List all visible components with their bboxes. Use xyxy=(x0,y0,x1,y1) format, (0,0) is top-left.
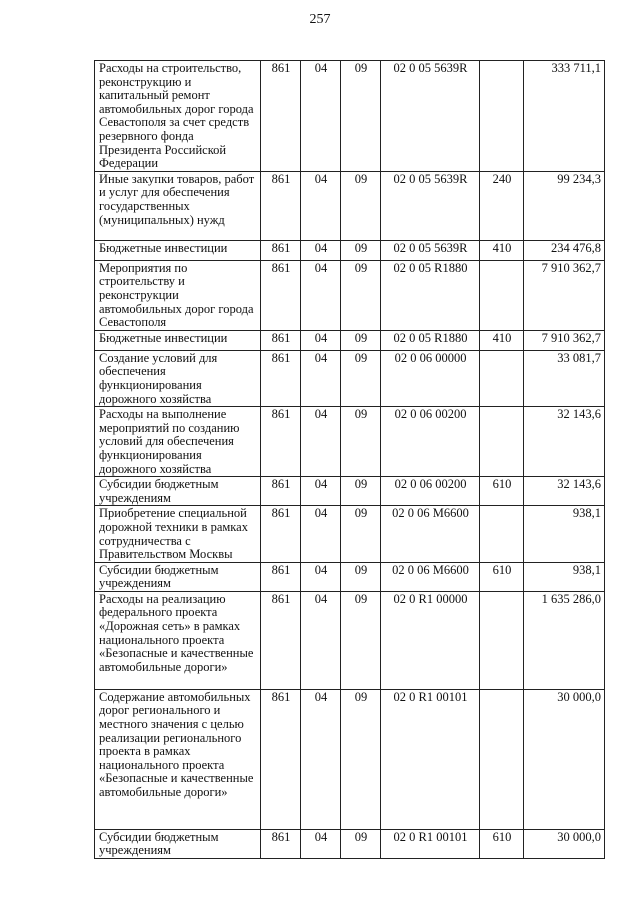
expense-name: Мероприятия по строительству и реконструкции автомобильных дорог города Севастополя xyxy=(95,260,261,330)
subsection-code: 09 xyxy=(341,689,381,829)
section-code: 04 xyxy=(301,829,341,858)
subsection-code: 09 xyxy=(341,61,381,172)
amount: 234 476,8 xyxy=(524,240,605,260)
subsection-code: 09 xyxy=(341,829,381,858)
expense-name: Бюджетные инвестиции xyxy=(95,240,261,260)
gov-code: 861 xyxy=(261,407,301,477)
amount: 938,1 xyxy=(524,562,605,591)
table-row xyxy=(95,689,605,829)
target-article: 02 0 06 00200 xyxy=(381,407,480,477)
section-code: 04 xyxy=(301,506,341,562)
table-row xyxy=(95,61,605,172)
expense-name: Расходы на реализацию федерального проекта «Дорожная сеть» в рамках национального проекта «Безопасные и качественные автомобильные дороги» xyxy=(95,591,261,689)
gov-code: 861 xyxy=(261,61,301,172)
gov-code: 861 xyxy=(261,330,301,350)
gov-code: 861 xyxy=(261,829,301,858)
subsection-code: 09 xyxy=(341,260,381,330)
amount: 99 234,3 xyxy=(524,171,605,240)
subsection-code: 09 xyxy=(341,562,381,591)
table-row xyxy=(95,506,605,562)
gov-code: 861 xyxy=(261,506,301,562)
expense-name: Приобретение специальной дорожной техники в рамках сотрудничества с Правительством Москвы xyxy=(95,506,261,562)
amount: 1 635 286,0 xyxy=(524,591,605,689)
gov-code: 861 xyxy=(261,171,301,240)
expense-type: 240 xyxy=(480,171,524,240)
target-article: 02 0 05 5639R xyxy=(381,171,480,240)
expense-type: 610 xyxy=(480,829,524,858)
table-row xyxy=(95,591,605,689)
subsection-code: 09 xyxy=(341,591,381,689)
expense-name: Субсидии бюджетным учреждениям xyxy=(95,829,261,858)
expense-name: Создание условий для обеспечения функционирования дорожного хозяйства xyxy=(95,350,261,406)
amount: 32 143,6 xyxy=(524,407,605,477)
subsection-code: 09 xyxy=(341,171,381,240)
expense-type xyxy=(480,61,524,172)
expense-name: Иные закупки товаров, работ и услуг для обеспечения государственных (муниципальных) нужд xyxy=(95,171,261,240)
section-code: 04 xyxy=(301,61,341,172)
section-code: 04 xyxy=(301,591,341,689)
expense-type: 410 xyxy=(480,240,524,260)
amount: 7 910 362,7 xyxy=(524,260,605,330)
gov-code: 861 xyxy=(261,689,301,829)
amount: 32 143,6 xyxy=(524,477,605,506)
section-code: 04 xyxy=(301,562,341,591)
subsection-code: 09 xyxy=(341,350,381,406)
expense-type: 410 xyxy=(480,330,524,350)
expense-name: Расходы на выполнение мероприятий по созданию условий для обеспечения функционирования дорожного хозяйства xyxy=(95,407,261,477)
amount: 30 000,0 xyxy=(524,829,605,858)
section-code: 04 xyxy=(301,689,341,829)
section-code: 04 xyxy=(301,350,341,406)
expense-name: Субсидии бюджетным учреждениям xyxy=(95,562,261,591)
amount: 938,1 xyxy=(524,506,605,562)
table-row xyxy=(95,260,605,330)
subsection-code: 09 xyxy=(341,506,381,562)
expense-type xyxy=(480,350,524,406)
gov-code: 861 xyxy=(261,591,301,689)
subsection-code: 09 xyxy=(341,477,381,506)
expense-type: 610 xyxy=(480,562,524,591)
amount: 7 910 362,7 xyxy=(524,330,605,350)
expense-type xyxy=(480,689,524,829)
section-code: 04 xyxy=(301,260,341,330)
target-article: 02 0 06 00000 xyxy=(381,350,480,406)
table-row xyxy=(95,477,605,506)
table-row xyxy=(95,330,605,350)
expense-name: Содержание автомобильных дорог регионального и местного значения с целью реализации регионального проекта в рамках национального проекта «Безопасные и качественные автомобильные дороги» xyxy=(95,689,261,829)
target-article: 02 0 05 5639R xyxy=(381,61,480,172)
section-code: 04 xyxy=(301,407,341,477)
gov-code: 861 xyxy=(261,562,301,591)
gov-code: 861 xyxy=(261,240,301,260)
gov-code: 861 xyxy=(261,350,301,406)
target-article: 02 0 R1 00101 xyxy=(381,829,480,858)
amount: 33 081,7 xyxy=(524,350,605,406)
target-article: 02 0 R1 00101 xyxy=(381,689,480,829)
expense-type xyxy=(480,260,524,330)
target-article: 02 0 06 00200 xyxy=(381,477,480,506)
gov-code: 861 xyxy=(261,477,301,506)
expense-name: Расходы на строительство, реконструкцию и капитальный ремонт автомобильных дорог города Севастополя за счет средств резервного фонда Президента Российской Федерации xyxy=(95,61,261,172)
target-article: 02 0 06 M6600 xyxy=(381,562,480,591)
target-article: 02 0 05 R1880 xyxy=(381,260,480,330)
table-row xyxy=(95,407,605,477)
target-article: 02 0 06 M6600 xyxy=(381,506,480,562)
section-code: 04 xyxy=(301,240,341,260)
expense-type xyxy=(480,506,524,562)
table-row xyxy=(95,171,605,240)
subsection-code: 09 xyxy=(341,407,381,477)
target-article: 02 0 R1 00000 xyxy=(381,591,480,689)
section-code: 04 xyxy=(301,171,341,240)
amount: 333 711,1 xyxy=(524,61,605,172)
expense-name: Бюджетные инвестиции xyxy=(95,330,261,350)
gov-code: 861 xyxy=(261,260,301,330)
subsection-code: 09 xyxy=(341,330,381,350)
table-row xyxy=(95,240,605,260)
section-code: 04 xyxy=(301,330,341,350)
table-row xyxy=(95,350,605,406)
expense-type xyxy=(480,591,524,689)
budget-table xyxy=(94,60,605,859)
expense-type xyxy=(480,407,524,477)
subsection-code: 09 xyxy=(341,240,381,260)
page-number: 257 xyxy=(309,12,331,27)
target-article: 02 0 05 5639R xyxy=(381,240,480,260)
expense-type: 610 xyxy=(480,477,524,506)
expense-name: Субсидии бюджетным учреждениям xyxy=(95,477,261,506)
section-code: 04 xyxy=(301,477,341,506)
target-article: 02 0 05 R1880 xyxy=(381,330,480,350)
table-row xyxy=(95,562,605,591)
table-row xyxy=(95,829,605,858)
amount: 30 000,0 xyxy=(524,689,605,829)
